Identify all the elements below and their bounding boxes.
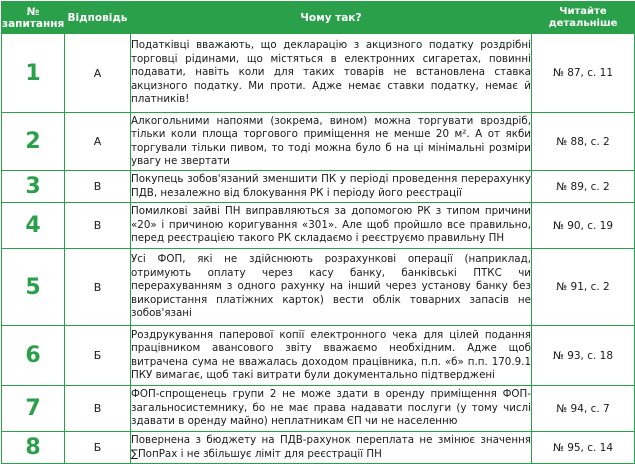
explanation-cell: Алкогольними напоями (зокрема, вином) можна торгувати вроздріб, тільки коли площа торгового приміщення не менше 20 м². А от якби торгували тільки пивом, то тоді можна було б на ці мінімальні розміри увагу не звертати [131,113,532,171]
question-number: 6 [2,326,65,386]
question-number: 2 [2,113,65,171]
table-row [2,113,635,171]
table-row [2,34,635,113]
answer-cell: В [65,386,131,432]
issue-reference: № 93, с. 18 [532,326,635,386]
issue-reference: № 94, с. 7 [532,386,635,432]
issue-reference: № 95, с. 14 [532,432,635,464]
explanation-cell: Усі ФОП, які не здійснюють розрахункові операції (наприклад, отримують оплату через касу банку, банківські ПТКС чи перерахуванням з одного рахунку на інший через установу банку без використання платіжних карток) вести облік товарних запасів не зобов'язані [131,249,532,326]
answer-cell: В [65,171,131,203]
explanation-cell: Повернена з бюджету на ПДВ-рахунок переплата не змінює значення ∑ПопРах і не збільшує ліміт для реєстрації ПН [131,432,532,464]
explanation-cell: Податківці вважають, що декларацію з акцизного податку роздрібні торговці рідинами, що містяться в електронних сигаретах, повинні подавати, навіть коли для таких товарів не встановлена ставка акцизного податку. Ми проти. Адже немає ставки податку, немає й платників! [131,34,532,113]
table-row [2,249,635,326]
question-number: 7 [2,386,65,432]
header-read-line1: Читайте [559,5,607,17]
question-number: 3 [2,171,65,203]
question-number: 5 [2,249,65,326]
explanation-cell: Помилкові зайві ПН виправляються за допомогою РК з типом причини «20» і причиною коригування «301». Але щоб пройшло все правильно, перед реєстрацією такого РК складаємо і реєструємо правильну ПН [131,203,532,249]
question-number: 4 [2,203,65,249]
question-number: 8 [2,432,65,464]
issue-reference: № 89, с. 2 [532,171,635,203]
answer-cell: В [65,249,131,326]
explanation-cell: ФОП-спрощенець групи 2 не може здати в оренду приміщення ФОП-загальносистемнику, бо не має права надавати послуги (у тому числі здавати в оренду майно) неплатникам ЄП чи не населенню [131,386,532,432]
table-header-row [2,2,635,34]
answer-cell: В [65,203,131,249]
explanation-cell: Роздрукування паперової копії електронного чека для цілей подання працівником авансового звіту вважаємо необхідним. Адже щоб витрачена сума не вважалась доходом працівника, п.п. «б» п.п. 170.9.1 ПКУ вимагає, щоб такі витрати були документально підтверджені [131,326,532,386]
issue-reference: № 87, с. 11 [532,34,635,113]
header-read-more [532,2,635,34]
explanation-cell: Покупець зобов'язаний зменшити ПК у періоді проведення перерахунку ПДВ, незалежно від блокування РК і періоду його реєстрації [131,171,532,203]
answers-table [1,1,635,464]
table-row [2,203,635,249]
answer-cell: Б [65,432,131,464]
issue-reference: № 91, с. 2 [532,249,635,326]
header-why: Чому так? [131,2,532,34]
table-row [2,386,635,432]
header-question-number [2,2,65,34]
header-num-line1: № [26,5,40,18]
answer-cell: Б [65,326,131,386]
header-read-line2: детальніше [548,17,618,29]
issue-reference: № 90, с. 19 [532,203,635,249]
header-answer: Відповідь [65,2,131,34]
answer-cell: А [65,34,131,113]
issue-reference: № 88, с. 2 [532,113,635,171]
table-row [2,171,635,203]
question-number: 1 [2,34,65,113]
table-row [2,432,635,464]
table-row [2,326,635,386]
header-num-line2: запитання [2,17,65,30]
answer-cell: А [65,113,131,171]
